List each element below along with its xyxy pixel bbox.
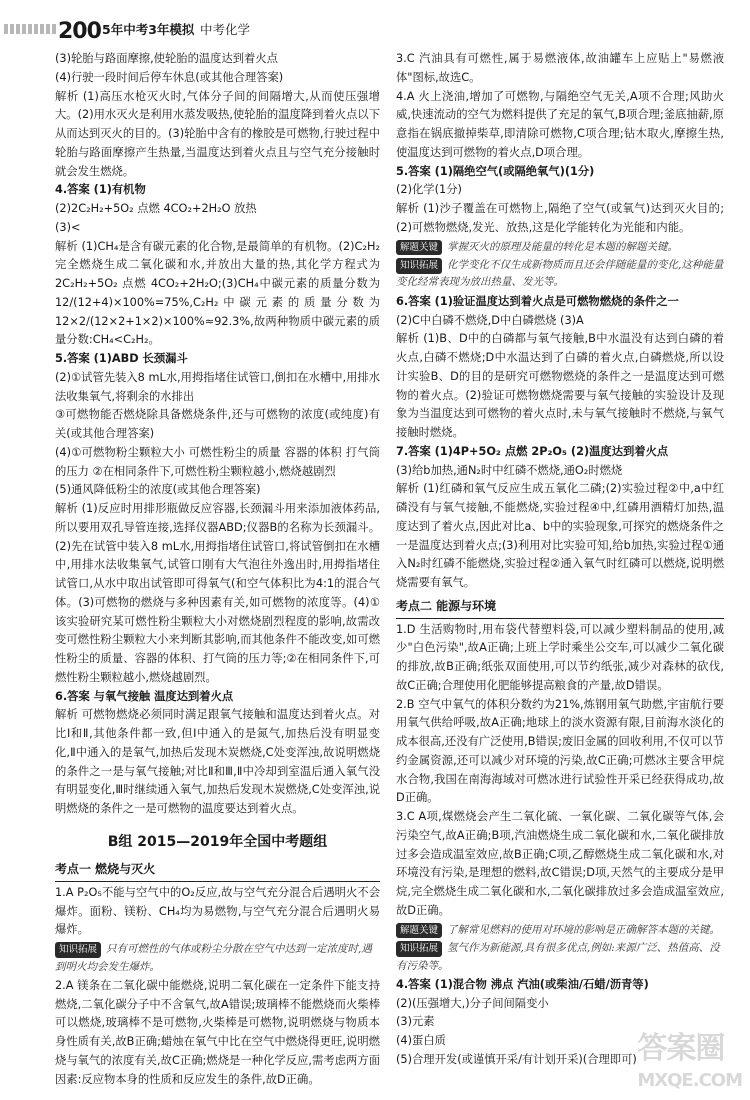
note-text: 化学变化不仅生成新物质而且还会伴随能量的变化,这种能量变化经常表现为放出热量、发光等。: [396, 258, 724, 289]
topic-heading: 考点二 能源与环境: [396, 597, 724, 619]
explanation: 解析 (1)沙子覆盖在可燃物上,隔绝了空气(或氧气)达到灭火目的;(2)可燃物燃烧,发光、放热,这是化学能转化为光能和内能。: [396, 202, 724, 234]
answer-line: (4)①可燃物粉尘颗粒大小 可燃性粉尘的质量 容器的体积 打气筒的压力 ②在相同条件下,可燃性粉尘颗粒越小,燃烧越剧烈: [55, 445, 380, 478]
answer-line: 2.B 空气中氧气的体积分数约为21%,炼钢用氧气助燃,宇宙航行要用氧气供给呼吸,故A正确;地球上的淡水资源有限,目前海水淡化的成本很高,还没有广泛使用,B错误;废旧金属的回收利用,不仅可以节约金属资源,还可以减少对环境的污染,故C正确;可燃冰主要含甲烷水合物,我国在南海海域对可燃冰进行试验性开采已经获得成功,故D正确。: [396, 697, 724, 805]
knowledge-note: [396, 257, 724, 292]
page-header: [0, 0, 750, 42]
explanation: 解析 (1)B、D中的白磷都与氧气接触,B中水温没有达到白磷的着火点,白磷不燃烧;D中水温达到了白磷的着火点,白磷燃烧,所以设计实验B、D的目的是研究可燃物燃烧的条件之一是温度达到可燃物的着火点。(2)验证可燃物燃烧需要与氧气接触的实验设计及现象为当温度达到可燃物的着火点时,未与氧气接触时不燃烧,与氧气接触时燃烧。: [396, 332, 724, 440]
subject-label: 中考化学: [200, 22, 251, 37]
group-title: B组 2015—2019年全国中考题组: [107, 833, 328, 850]
explanation: 解析 可燃物燃烧必须同时满足跟氧气接触和温度达到着火点。对比Ⅰ和Ⅱ,其他条件都一致,但Ⅰ中通入的是氮气,加热后没有明显变化,Ⅱ中通入的是氧气,加热后发现木炭燃烧,C处变浑浊,故说明燃烧的条件之一是与氧气接触;对比Ⅱ和Ⅲ,Ⅱ中冷却到室温后通入氧气没有明显变化,Ⅲ时继续通入氧气,加热后发现木炭燃烧,C处变浑浊,说明燃烧的条件之一是可燃物的温度要达到着火点。: [55, 708, 380, 815]
topic-heading: 考点一 燃烧与灭火: [55, 860, 380, 882]
answer-heading: 4.答案 (1)有机物: [55, 183, 146, 197]
note-text: 氢气作为新能源,具有很多优点,例如:来源广泛、热值高、没有污染等。: [396, 942, 720, 972]
answer-line: (2)①试管先装入8 mL水,用拇指堵住试管口,倒扣在水槽中,用排水法收集氧气,将剩余的水排出: [55, 370, 380, 403]
answer-heading: 5.答案 (1)隔绝空气(或隔绝氧气)(1分): [396, 164, 595, 178]
watermark-text: 答案圈: [637, 1031, 725, 1067]
equation-line: (2)2C₂H₂+5O₂ 点燃 4CO₂+2H₂O 放热: [55, 202, 257, 215]
answer-heading: 4.答案 (1)混合物 沸点 汽油(或柴油/石蜡/沥青等): [396, 977, 649, 991]
book-title: 5年中考3年模拟: [102, 22, 195, 37]
answer-line: (2)(压强增大,)分子间间隔变小: [396, 996, 549, 1010]
key-note: [396, 239, 724, 256]
explanation: 解析 (1)CH₄是含有碳元素的化合物,是最简单的有机物。(2)C₂H₂完全燃烧生成二氧化碳和水,并放出大量的热,其化学方程式为2C₂H₂+5O₂ 点燃 4CO₂+2H₂O;(3)CH₄中碳元素的质量分数为12/(12+4)×100%=75%,C₂H₂中碳元素的质量分数为12×2/(12×2+1×2)×100%≈92.3%,故两种物质中碳元素的质量分数:CH₄<C₂H₂。: [55, 239, 380, 347]
knowledge-note: [396, 940, 724, 975]
answer-line: (4)行驶一段时间后停车休息(或其他合理答案): [55, 70, 284, 84]
answer-line: 1.D 生活购物时,用布袋代替塑料袋,可以减少塑料制品的使用,减少"白色污染",故A正确;上班上学时乘坐公交车,可以减少二氧化碳的排放,故B正确;纸张双面使用,可以节约纸张,减少对森林的砍伐,故C正确;合理使用化肥能够提高粮食的产量,故D错误。: [396, 622, 724, 692]
note-tag: 知识拓展: [396, 258, 442, 274]
answer-line: 4.A 火上浇油,增加了可燃物,与隔绝空气无关,A项不合理;风助火威,快速流动的空气为燃料提供了充足的氧气,B项合理;釜底抽薪,原意指在锅底撤掉柴草,即清除可燃物,C项合理;钻木取火,摩擦生热,使温度达到可燃物的着火点,D项合理。: [396, 89, 724, 159]
answer-heading: 6.答案 (1)验证温度达到着火点是可燃物燃烧的条件之一: [396, 294, 679, 308]
answer-line: (3)元素: [396, 1015, 435, 1029]
answer-line: 2.A 镁条在二氧化碳中能燃烧,说明二氧化碳在一定条件下能支持燃烧,二氧化碳分子中不含氧气,故A错误;玻璃棒不能燃烧而火柴棒可以燃烧,玻璃棒不是可燃物,火柴棒是可燃物,说明燃烧与物质本身性质有关,故B正确;蜡烛在氧气中比在空气中燃烧得更旺,说明燃烧与氧气的浓度有关,故C正确;燃烧是一种化学反应,需考虑两方面因素:反应物本身的性质和反应发生的条件,故D正确。: [55, 978, 380, 1086]
note-tag: 解题关键: [396, 923, 442, 939]
answer-heading: 5.答案 (1)ABD 长颈漏斗: [55, 352, 188, 365]
explanation: 解析 (1)红磷和氧气反应生成五氧化二磷;(2)实验过程②中,a中红磷没有与氧气接触,不能燃烧,实验过程④中,红磷用酒精灯加热,温度达到了着火点,因此对比a、b中的实验现象,可探究的燃烧条件之一是温度达到着火点;(3)利用对比实验可知,给b加热,实验过程①通入N₂时红磷不能燃烧,实验过程②通入氧气时红磷可以燃烧,说明燃烧需要有氧气。: [396, 482, 724, 590]
explanation: 解析 (1)高压水枪灭火时,气体分子间的间隔增大,从而使压强增大。(2)用水灭火是利用水蒸发吸热,使轮胎的温度降到着火点以下从而达到灭火的目的。(3)轮胎中含有的橡胶是可燃物,行驶过程中轮胎与路面摩擦产生热量,当温度达到着火点且与空气充分接触时就会发生燃烧。: [55, 89, 380, 178]
explanation: 解析 (1)反应时用排形瓶做反应容器,长颈漏斗用来添加液体药品,所以要用双孔导管连接,选择仪器ABD;仪器B的名称为长颈漏斗。(2)先在试管中装入8 mL水,用拇指堵住试管口,将试管倒扣在水槽中,用排水法收集氧气,试管口刚有大气泡往外逸出时,用拇指堵住试管口,从水中取出试管即可得氧气(和空气体积比为4:1的混合气体。(3)可燃物的燃烧与多种因素有关,如可燃物的浓度等。(4)①该实验研究某可燃性粉尘颗粒大小对燃烧剧烈程度的影响,故需改变可燃性粉尘颗粒大小来判断其影响,而其他条件不能改变,如可燃性粉尘的质量、容器的体积、打气筒的压力等;②在相同条件下,可燃性粉尘颗粒越小,燃烧越剧烈。: [55, 502, 380, 684]
answer-heading: 6.答案 与氧气接触 温度达到着火点: [55, 689, 234, 703]
answer-heading: 7.答案 (1)4P+5O₂ 点燃 2P₂O₅ (2)温度达到着火点: [396, 444, 669, 458]
answer-line: 1.A P₂O₅不能与空气中的O₂反应,故与空气充分混合后遇明火不会爆炸。面粉、镁粉、CH₄均为易燃物,与空气充分混合后遇明火易爆炸。: [55, 885, 380, 937]
note-tag: 知识拓展: [55, 942, 101, 958]
answer-line: 3.C 汽油具有可燃性,属于易燃液体,故油罐车上应贴上"易燃液体"图标,故选C。: [396, 52, 724, 84]
note-text: 了解常见燃料的使用对环境的影响是正确解答本题的关键。: [447, 923, 721, 936]
knowledge-note: [55, 941, 380, 976]
answer-line: 3.C A项,煤燃烧会产生二氧化硫、一氧化碳、二氧化碳等气体,会污染空气,故A正确;B项,汽油燃烧生成二氧化碳和水,二氧化碳排放过多会造成温室效应,故B正确;C项,乙醇燃烧生成二氧化碳和水,对环境没有污染,是理想的燃料,故C错误;D项,天然气的主要成分是甲烷,完全燃烧生成二氧化碳和水,二氧化碳排放过多会造成温室效应,故D正确。: [396, 810, 724, 917]
key-note: [396, 922, 724, 939]
answer-line: (5)合理开发(或谨慎开采/有计划开采)(合理即可): [396, 1052, 637, 1066]
page-number: 200: [58, 19, 101, 44]
right-column: [396, 50, 724, 1070]
answer-line: ③可燃物能否燃烧除具备燃烧条件,还与可燃物的浓度(或纯度)有关(或其他合理答案): [55, 408, 380, 440]
watermark-logo: [637, 1024, 742, 1096]
left-column: [55, 50, 380, 1089]
note-text: 掌握灭火的原理及能量的转化是本题的解题关键。: [447, 240, 679, 253]
watermark-url: MXQE.COM: [637, 1070, 742, 1092]
note-tag: 解题关键: [396, 240, 442, 256]
header-decoration: [4, 24, 58, 34]
answer-line: (5)通风降低粉尘的浓度(或其他合理答案): [55, 483, 261, 497]
answer-line: (3)给b加热,通N₂时中红磷不燃烧,通O₂时燃烧: [396, 463, 623, 477]
answer-line: (3)<: [55, 220, 81, 234]
answer-line: (4)蛋白质: [396, 1034, 446, 1048]
note-text: 只有可燃性的气体或粉尘分散在空气中达到一定浓度时,遇到明火均会发生爆炸。: [55, 943, 372, 973]
answer-line: (2)化学(1分): [396, 183, 462, 197]
note-tag: 知识拓展: [396, 941, 442, 957]
answer-line: (2)C中白磷不燃烧,D中白磷燃烧 (3)A: [396, 313, 584, 327]
answer-line: (3)轮胎与路面摩擦,使轮胎的温度达到着火点: [55, 52, 278, 65]
